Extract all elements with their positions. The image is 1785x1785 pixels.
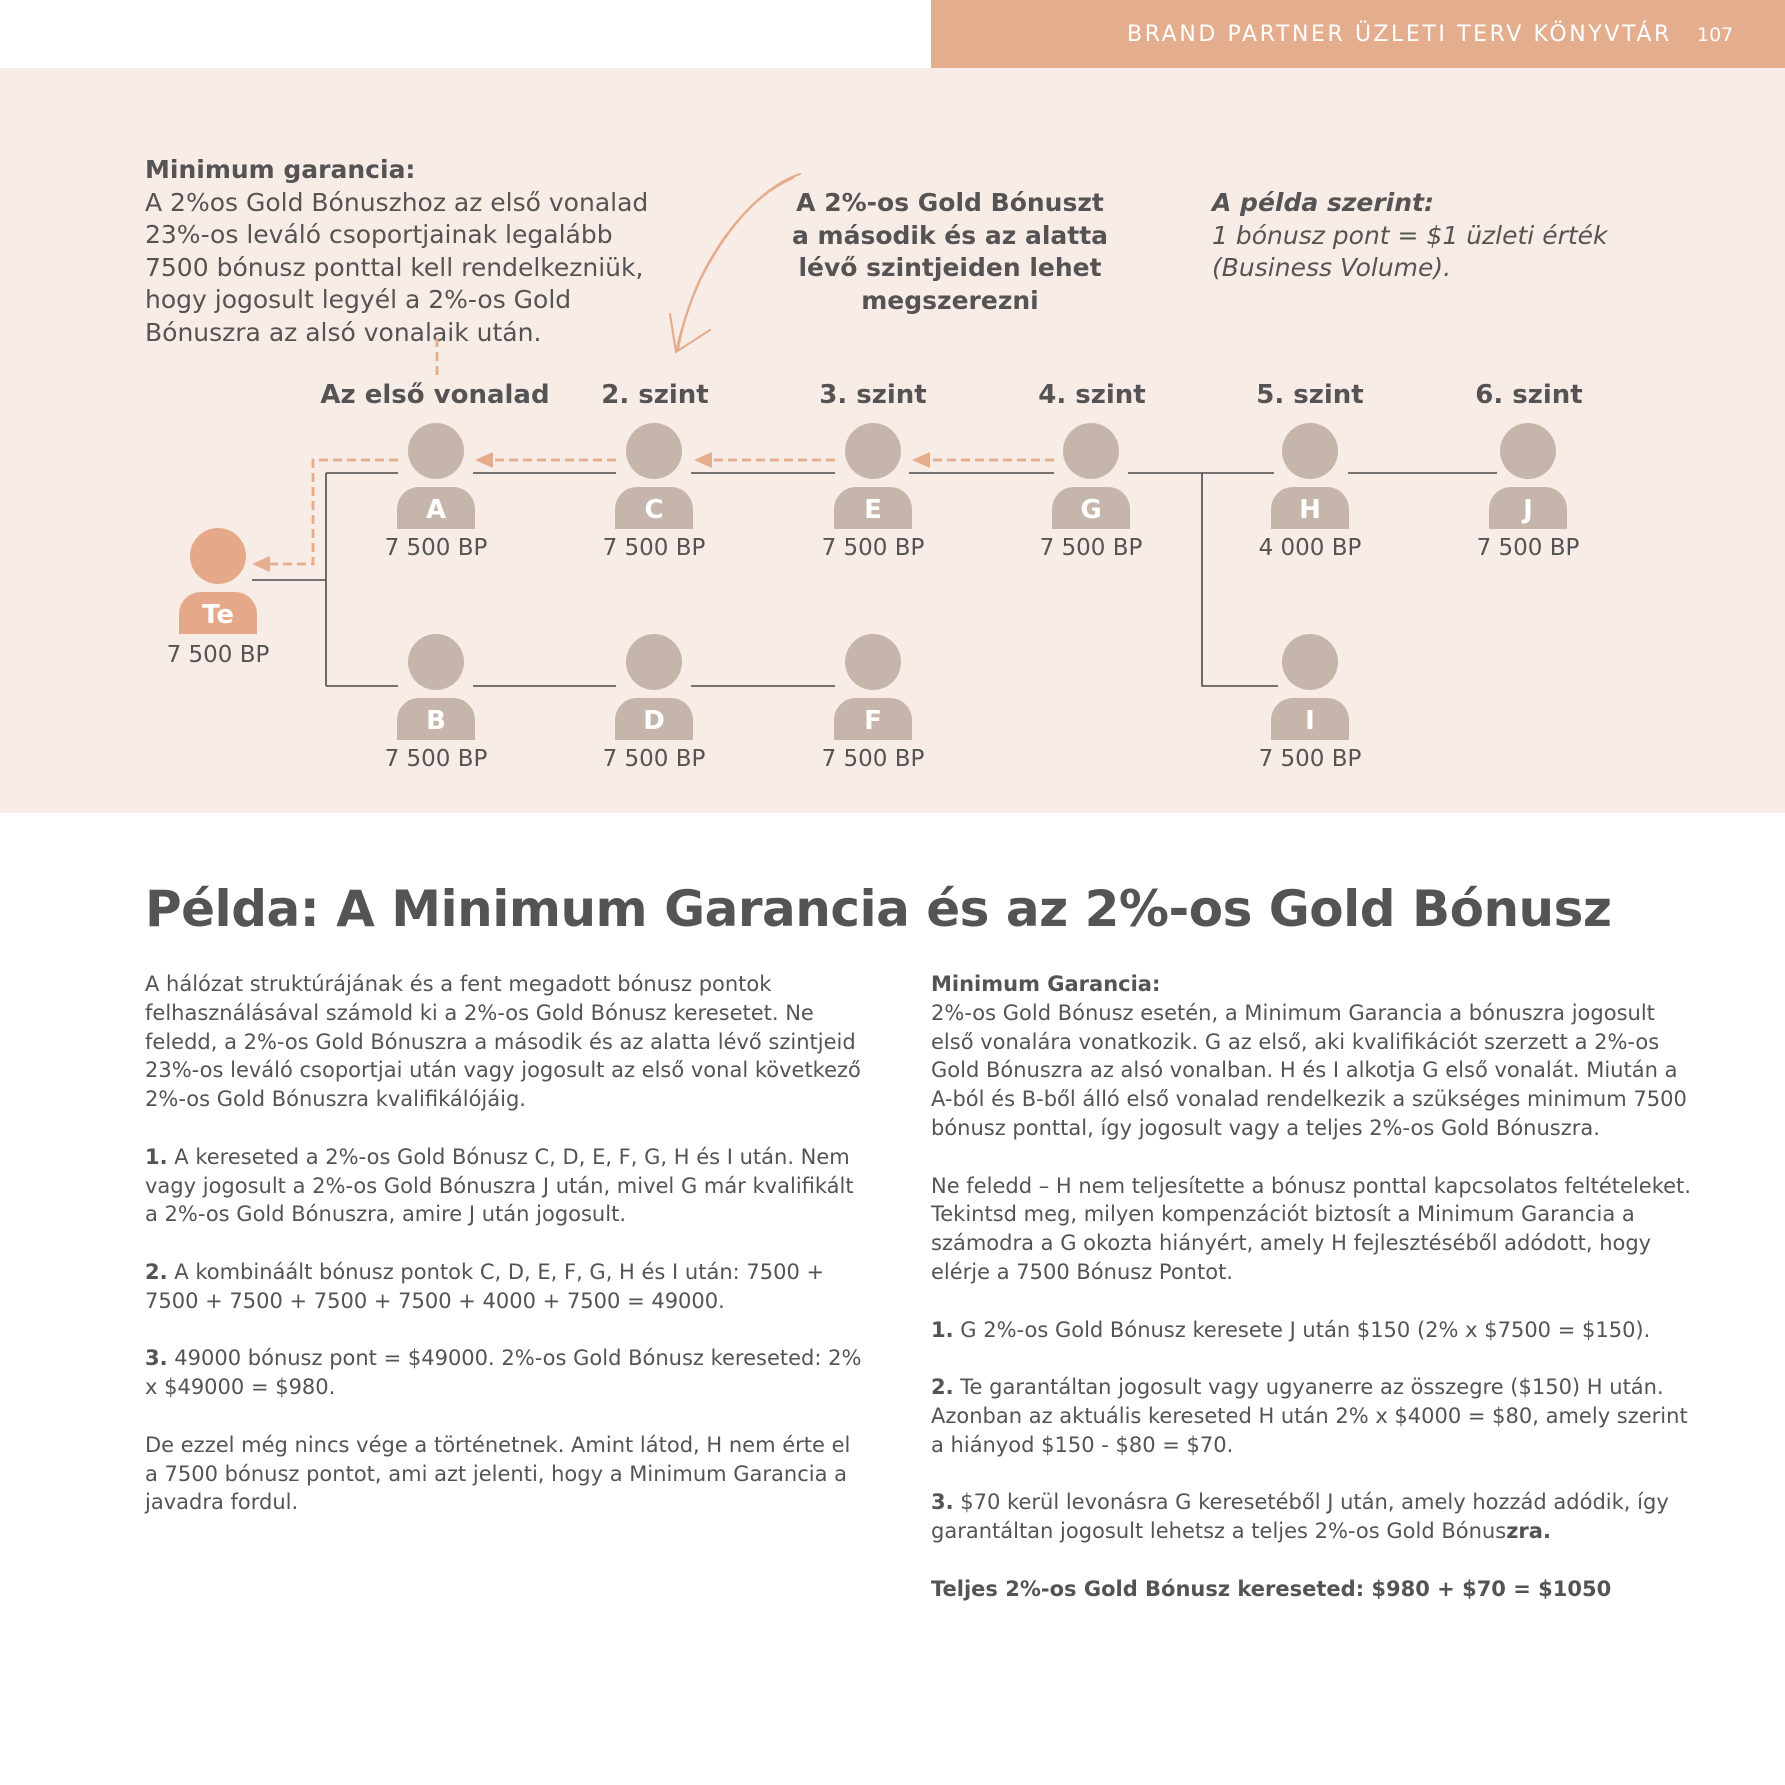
- right-total-text: Teljes 2%-os Gold Bónusz kereseted: $980 + $70 = $1050: [931, 1576, 1612, 1601]
- left-step-3: [145, 1344, 865, 1402]
- points-a: 7 500 BP: [384, 535, 488, 561]
- points-b: 7 500 BP: [384, 746, 488, 772]
- arrow-head-you: [252, 556, 270, 572]
- right-step-3-number: 3.: [931, 1490, 954, 1515]
- right-step-2: [931, 1373, 1691, 1459]
- node-c-head: [626, 423, 682, 479]
- pencil-arrow-shaft: [676, 174, 800, 352]
- right-step-2-number: 2.: [931, 1375, 954, 1400]
- node-f-head: [845, 634, 901, 690]
- header-title: BRAND PARTNER ÜZLETI TERV KÖNYVTÁR: [1127, 22, 1672, 47]
- level-label-1: Az első vonalad: [320, 380, 550, 410]
- min-guarantee-title: Minimum garancia:: [145, 155, 416, 184]
- left-intro: A hálózat struktúrájának és a fent megadott bónusz pontok felhasználásával számold ki a 2%-os Gold Bónusz keresetet. Ne feledd, a 2%-os Gold Bónuszra a második és az alatta lévő szintjeid 23%-os leváló csoportjai után vagy jogosult az első vonal következő 2%-os Gold Bónuszra kvalifikálójáig.: [145, 972, 861, 1112]
- node-g-label: G: [1080, 495, 1102, 525]
- node-d-head: [626, 634, 682, 690]
- right-step-3: [931, 1488, 1691, 1546]
- pencil-arrow: [670, 174, 800, 352]
- node-i: [1271, 634, 1349, 740]
- right-intro: 2%-os Gold Bónusz esetén, a Minimum Garancia a bónuszra jogosult első vonalára vonatkozik. G az első, aki kvalifikációt szerzett a 2%-os Gold Bónuszra az alsó vonalban. H és I alkotja G első vonalát. Miután a A-ból és B-ből álló első vonalad rendelkezik a szükséges minimum 7500 bónusz ponttal, így jogosult vagy a teljes 2%-os Gold Bónuszra.: [931, 1000, 1687, 1140]
- node-a-head: [408, 423, 464, 479]
- example-title: A példa szerint:: [1212, 188, 1434, 217]
- pencil-arrow-head: [670, 314, 710, 352]
- node-j-label: J: [1523, 495, 1533, 525]
- node-h-head: [1282, 423, 1338, 479]
- points-you: 7 500 BP: [166, 642, 270, 668]
- node-b-label: B: [426, 706, 446, 736]
- node-f-label: F: [864, 706, 882, 736]
- left-step-3-text: 49000 bónusz pont = $49000. 2%-os Gold Bónusz kereseted: 2% x $49000 = $980.: [145, 1346, 862, 1400]
- pencil-arrow-shaft-2: [678, 178, 793, 350]
- right-note: Ne feledd – H nem teljesítette a bónusz ponttal kapcsolatos feltételeket. Tekintsd meg, milyen kompenzációt biztosít a Minimum Garancia a számodra a G okozta hiányért, amely H fejlesztéséből adódott, hogy elérje a 7500 Bónusz Pontot.: [931, 1173, 1691, 1284]
- arrow-head-e: [912, 452, 930, 468]
- connector-you: [252, 473, 398, 686]
- level-label-6: 6. szint: [1475, 380, 1583, 410]
- page-title: Példa: A Minimum Garancia és az 2%-os Gold Bónusz: [145, 880, 1612, 938]
- page-number: 107: [1697, 24, 1734, 46]
- right-step-1-text: G 2%-os Gold Bónusz keresete J után $150 (2% x $7500 = $150).: [960, 1317, 1651, 1342]
- node-you: [179, 528, 257, 634]
- level-label-2: 2. szint: [601, 380, 709, 410]
- node-e: [834, 423, 912, 529]
- level-label-5: 5. szint: [1256, 380, 1364, 410]
- node-h: [1271, 423, 1349, 529]
- gold-bonus-note: A 2%-os Gold Bónuszt a második és az alatta lévő szintjeiden lehet megszerezni: [791, 188, 1109, 315]
- left-outro: De ezzel még nincs vége a történetnek. Amint látod, H nem érte el a 7500 bónusz pontot, ami azt jelenti, hogy a Minimum Garancia a javadra fordul.: [145, 1432, 851, 1515]
- node-j: [1489, 423, 1567, 529]
- left-step-1-number: 1.: [145, 1144, 168, 1169]
- level-label-3: 3. szint: [819, 380, 927, 410]
- points-i: 7 500 BP: [1258, 746, 1362, 772]
- left-step-2: [145, 1258, 865, 1316]
- left-step-1-text: A kereseted a 2%-os Gold Bónusz C, D, E, F, G, H és I után. Nem vagy jogosult a 2%-os Gold Bónuszra J után, mivel G már kvalifikált a 2%-os Gold Bónuszra, amire J után jogosult.: [145, 1144, 854, 1227]
- points-f: 7 500 BP: [821, 746, 925, 772]
- points-h: 4 000 BP: [1258, 535, 1362, 561]
- arrow-head-a: [475, 452, 493, 468]
- node-h-label: H: [1299, 495, 1321, 525]
- node-you-head: [190, 528, 246, 584]
- right-step-1: [931, 1316, 1691, 1345]
- left-step-1: [145, 1143, 865, 1229]
- dashed-arrow-a-you: [264, 460, 398, 564]
- node-e-label: E: [864, 495, 882, 525]
- node-g: [1052, 423, 1130, 529]
- points-e: 7 500 BP: [821, 535, 925, 561]
- node-j-head: [1500, 423, 1556, 479]
- min-guarantee-text: A 2%os Gold Bónuszhoz az első vonalad 23%-os leváló csoportjainak legalább 7500 bónusz ponttal kell rendelkezniük, hogy jogosult legyél a 2%-os Gold Bónuszra az alsó vonalaik után.: [145, 187, 649, 347]
- points-j: 7 500 BP: [1476, 535, 1580, 561]
- level-label-4: 4. szint: [1038, 380, 1146, 410]
- right-step-1-number: 1.: [931, 1317, 954, 1342]
- left-step-3-number: 3.: [145, 1346, 168, 1371]
- example-text: 1 bónusz pont = $1 üzleti érték (Business Volume).: [1212, 220, 1608, 282]
- node-a-label: A: [425, 495, 447, 525]
- right-step-3-text: $70 kerül levonásra G keresetéből J után, amely hozzád adódik, így garantáltan jogosult lehetsz a teljes 2%-os Gold Bónus: [931, 1490, 1669, 1544]
- connector-g-i: [1202, 473, 1278, 686]
- node-a: [397, 423, 475, 529]
- right-total: [931, 1575, 1691, 1604]
- points-c: 7 500 BP: [602, 535, 706, 561]
- node-f: [834, 634, 912, 740]
- right-column: [931, 970, 1691, 1632]
- node-i-label: I: [1305, 706, 1315, 736]
- right-step-2-text: Te garantáltan jogosult vagy ugyanerre az összegre ($150) H után. Azonban az aktuális kereseted H után 2% x $4000 = $80, amely szerint a hiányod $150 - $80 = $70.: [931, 1375, 1688, 1457]
- left-step-2-number: 2.: [145, 1259, 168, 1284]
- node-g-head: [1063, 423, 1119, 479]
- node-d-label: D: [643, 706, 665, 736]
- node-b: [397, 634, 475, 740]
- node-c: [615, 423, 693, 529]
- arrow-head-c: [694, 452, 712, 468]
- points-d: 7 500 BP: [602, 746, 706, 772]
- left-column: [145, 970, 865, 1546]
- node-you-label: Te: [202, 600, 234, 630]
- left-step-2-text: A kombináált bónusz pontok C, D, E, F, G, H és I után: 7500 + 7500 + 7500 + 7500 + 7500 + 4000 + 7500 = 49000.: [145, 1259, 825, 1313]
- node-d: [615, 634, 693, 740]
- node-b-head: [408, 634, 464, 690]
- points-g: 7 500 BP: [1039, 535, 1143, 561]
- right-step-3-bold-tail: zra.: [1506, 1519, 1551, 1544]
- node-c-label: C: [644, 495, 664, 525]
- node-i-head: [1282, 634, 1338, 690]
- right-intro-block: [931, 970, 1691, 1143]
- right-title: Minimum Garancia:: [931, 972, 1161, 996]
- node-e-head: [845, 423, 901, 479]
